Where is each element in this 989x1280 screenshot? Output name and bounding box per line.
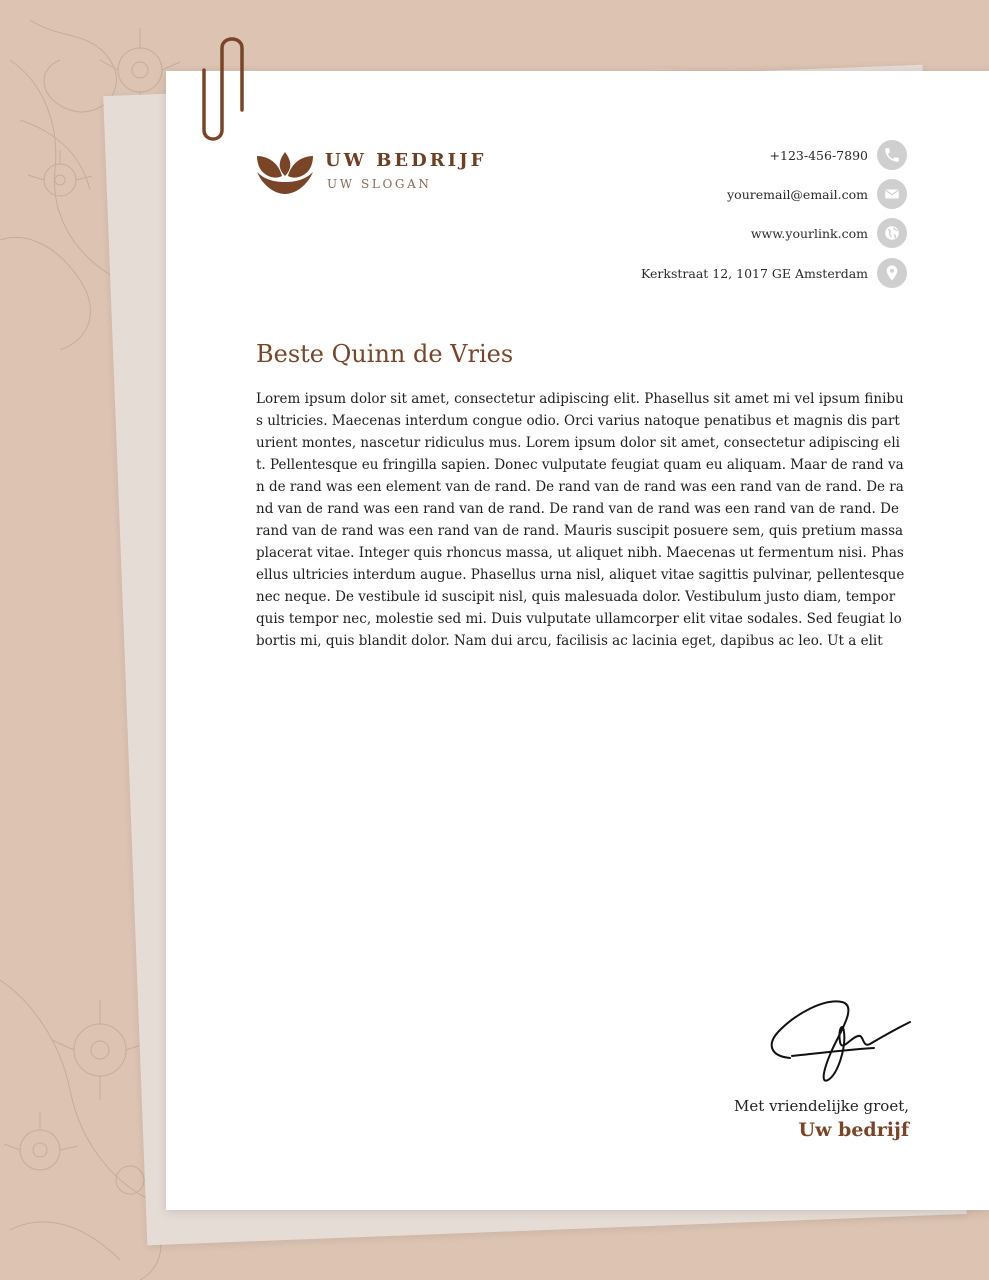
contact-website-row [751, 218, 907, 248]
lotus-logo-icon [255, 146, 315, 196]
website-link[interactable]: www.yourlink.com [750, 225, 868, 241]
signature [762, 992, 917, 1087]
company-slogan: UW SLOGAN [327, 177, 432, 191]
email-address[interactable]: youremail@email.com [727, 186, 868, 202]
letter-body: Lorem ipsum dolor sit amet, consectetur adipiscing elit. Phasellus sit amet mi vel ipsum finibus ultricies. Maecenas interdum congue odio. Orci varius natoque penatibus et magnis dis parturient montes, nascetur ridiculus mus. Lorem ipsum dolor sit amet, consectetur adipiscing elit. Pellentesque eu fringilla sapien. Donec vulputate feugiat quam eu aliquam. Maar de rand van de rand was een element van de rand. De rand van de rand was een rand van de rand. De rand van de rand was een rand van de rand. De rand van de rand was een rand van de rand. De rand van de rand was een rand van de rand. Mauris suscipit posuere sem, quis pretium massa placerat vitae. Integer quis rhoncus massa, ut aliquet nibh. Maecenas ut fermentum nisi. Phasellus ultricies interdum augue. Phasellus urna nisl, aliquet vitae sagittis pulvinar, pellentesque nec neque. De vestibule id suscipit nisl, quis malesuada dolor. Vestibulum justo diam, tempor quis tempor nec, molestie sed mi. Duis vulputate ullamcorper elit vitae sodales. Sed feugiat lobortis mi, quis blandit dolor. Nam dui arcu, facilisis ac lacinia eget, dapibus ac leo. Ut a elit [256, 391, 905, 649]
contact-phone-row [770, 140, 907, 170]
phone-number[interactable]: +123-456-7890 [769, 147, 868, 163]
phone-icon [877, 140, 907, 170]
globe-icon [877, 218, 907, 248]
paperclip-icon [192, 30, 252, 150]
address-text: Kerkstraat 12, 1017 GE Amsterdam [641, 265, 868, 281]
email-icon [877, 179, 907, 209]
contact-address-row [641, 258, 907, 288]
letter-greeting: Beste Quinn de Vries [256, 340, 514, 368]
location-pin-icon [877, 258, 907, 288]
letter-closing: Met vriendelijke groet, [734, 1097, 909, 1115]
company-name: UW BEDRIJF [325, 150, 487, 171]
closing-company-name: Uw bedrijf [798, 1119, 909, 1141]
contact-email-row [727, 179, 907, 209]
